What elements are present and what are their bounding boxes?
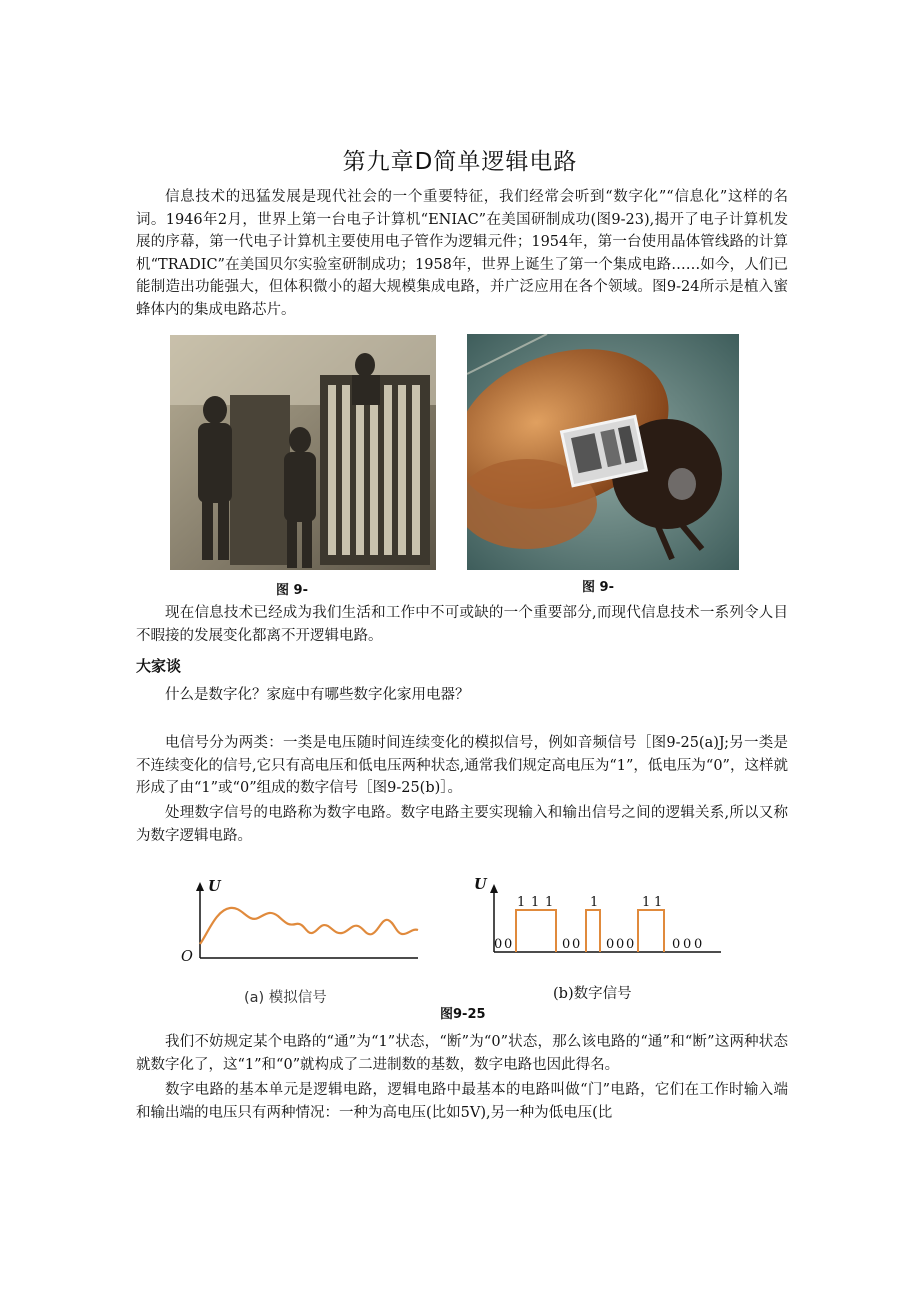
digital-signal-pulses <box>516 910 664 952</box>
bit-label: 1 <box>642 895 651 910</box>
bit-label: 0 <box>694 937 703 952</box>
bit-label: 0 <box>572 937 581 952</box>
bit-label: 0 <box>683 937 692 952</box>
analog-y-arrow <box>196 882 204 891</box>
digital-bit-labels <box>494 895 702 952</box>
paragraph-logic-gates: 数字电路的基本单元是逻辑电路，逻辑电路中最基本的电路叫做“门”电路，它们在工作时输入端和输出端的电压只有两种情况：一种为高电压(比如5V),另一种为低电压(比 <box>136 1082 788 1121</box>
digital-signal-graph <box>476 880 726 958</box>
analog-axis-u: U <box>208 878 221 895</box>
digital-axis-u: U <box>474 876 487 893</box>
figure-label-b: (b)数字信号 <box>553 986 632 1002</box>
photo-caption-2: 图 9- <box>582 580 614 595</box>
bit-label: 1 <box>590 895 599 910</box>
paragraph-digital-circuit: 处理数字信号的电路称为数字电路。数字电路主要实现输入和输出信号之间的逻辑关系,所以又称为数字逻辑电路。 <box>136 805 788 844</box>
bit-label: 0 <box>494 937 503 952</box>
discuss-question: 什么是数字化？家庭中有哪些数字化家用电器？ <box>165 687 470 703</box>
analog-signal-curve <box>200 908 418 944</box>
discuss-heading: 大家谈 <box>136 657 182 675</box>
bit-label: 1 <box>531 895 540 910</box>
photo-caption-1: 图 9- <box>276 583 308 598</box>
figure-label-a: (a) 模拟信号 <box>244 990 327 1006</box>
bit-label: 0 <box>672 937 681 952</box>
chapter-title: 第九章D简单逻辑电路 <box>342 149 578 175</box>
intro-paragraph: 信息技术的迅猛发展是现代社会的一个重要特征，我们经常会听到“数字化”“信息化”这样的名词。1946年2月，世界上第一台电子计算机“ENIAC”在美国研制成功(图9-23),揭开了电子计算机发展的序幕，第一代电子计算机主要使用电子管作为逻辑元件；1954年，第一台使用晶体管线路的计算机“TRADIC”在美国贝尔实验室研制成功；1958年，世界上诞生了第一个集成电路……如今，人们已能制造出功能强大，但体积微小的超大规模集成电路，并广泛应用在各个领域。图9-24所示是植入蜜蜂体内的集成电路芯片。 <box>136 189 788 318</box>
paragraph-it-importance: 现在信息技术已经成为我们生活和工作中不可或缺的一个重要部分,而现代信息技术一系列令人目不暇接的发展变化都离不开逻辑电路。 <box>136 605 788 644</box>
eniac-photo <box>170 335 436 570</box>
bit-label: 1 <box>545 895 554 910</box>
bee-chip-photo <box>467 334 739 570</box>
paragraph-signal-types: 电信号分为两类：一类是电压随时间连续变化的模拟信号，例如音频信号［图9-25(a)J;另一类是不连续变化的信号,它只有高电压和低电压两种状态,通常我们规定高电压为“1”，低电压为“0”，这样就形成了由“1”或“0”组成的数字信号［图9-25(b)］。 <box>136 735 788 797</box>
bit-label: 0 <box>606 937 615 952</box>
bit-label: 0 <box>562 937 571 952</box>
bit-label: 1 <box>654 895 663 910</box>
figure-caption: 图9-25 <box>440 1007 486 1022</box>
digital-y-arrow <box>490 884 498 893</box>
bit-label: 0 <box>626 937 635 952</box>
analog-axis-origin: O <box>181 949 193 965</box>
paragraph-binary: 我们不妨规定某个电路的“通”为“1”状态，“断”为“0”状态，那么该电路的“通”和“断”这两种状态就数字化了，这“1”和“0”就构成了二进制数的基数，数字电路也因此得名。 <box>136 1034 788 1073</box>
bit-label: 0 <box>616 937 625 952</box>
bit-label: 1 <box>517 895 526 910</box>
bit-label: 0 <box>504 937 513 952</box>
